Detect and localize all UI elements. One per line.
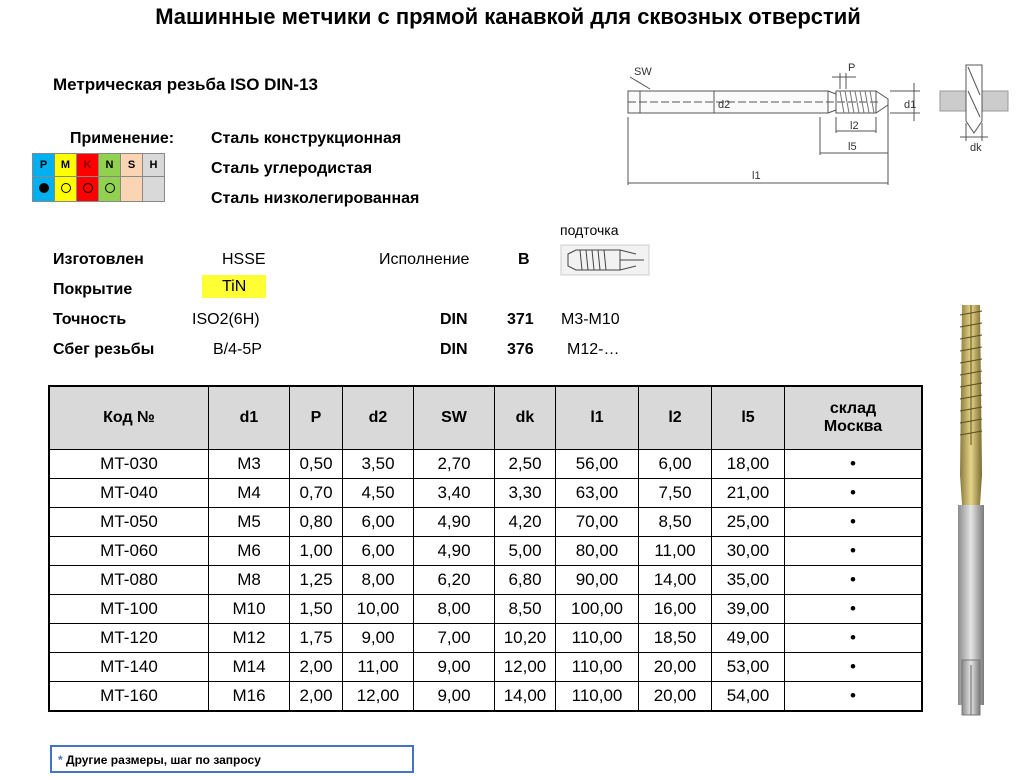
table-cell: 9,00	[414, 682, 495, 712]
table-cell: 110,00	[556, 624, 639, 653]
table-row	[49, 508, 922, 537]
header-l5: l5	[712, 386, 785, 450]
header-p: P	[290, 386, 343, 450]
table-cell: 11,00	[343, 653, 414, 682]
footnote-text: Другие размеры, шаг по запросу	[66, 753, 261, 767]
table-cell: MT-040	[49, 479, 209, 508]
table-row	[49, 450, 922, 479]
open-circle-icon	[61, 183, 71, 193]
table-cell: 3,50	[343, 450, 414, 479]
table-cell: 54,00	[712, 682, 785, 712]
table-cell: 53,00	[712, 653, 785, 682]
table-cell: 8,00	[343, 566, 414, 595]
table-cell: 6,00	[639, 450, 712, 479]
table-cell: 56,00	[556, 450, 639, 479]
coating-label: Покрытие	[53, 281, 133, 298]
material-group-s: S	[121, 154, 143, 177]
material-group-mark	[121, 177, 143, 202]
thread-standard: Метрическая резьба ISO DIN-13	[53, 75, 318, 94]
drawing-label-l1: l1	[752, 170, 761, 182]
table-cell: 2,70	[414, 450, 495, 479]
table-cell: 49,00	[712, 624, 785, 653]
table-cell: 4,90	[414, 537, 495, 566]
table-cell: MT-160	[49, 682, 209, 712]
table-cell: •	[785, 508, 923, 537]
table-cell: 80,00	[556, 537, 639, 566]
din1-label: DIN	[440, 311, 468, 328]
table-cell: 6,20	[414, 566, 495, 595]
material-group-table	[32, 153, 165, 202]
header-d2: d2	[343, 386, 414, 450]
tap-size-table	[48, 385, 923, 712]
table-cell: 12,00	[343, 682, 414, 712]
table-cell: 20,00	[639, 682, 712, 712]
filled-circle-icon	[39, 183, 49, 193]
table-row	[49, 653, 922, 682]
table-row	[49, 537, 922, 566]
table-cell: •	[785, 595, 923, 624]
table-cell: 18,00	[712, 450, 785, 479]
footnote-star: *	[58, 753, 63, 767]
table-cell: 3,30	[495, 479, 556, 508]
table-cell: 8,50	[495, 595, 556, 624]
header-l2: l2	[639, 386, 712, 450]
table-cell: 35,00	[712, 566, 785, 595]
table-cell: 10,20	[495, 624, 556, 653]
table-cell: 20,00	[639, 653, 712, 682]
table-cell: 8,00	[414, 595, 495, 624]
table-cell: 110,00	[556, 653, 639, 682]
drawing-label-d1: d1	[904, 99, 917, 111]
application-label: Применение:	[70, 130, 175, 147]
table-cell: 2,00	[290, 653, 343, 682]
table-cell: •	[785, 653, 923, 682]
header-l1: l1	[556, 386, 639, 450]
header-stock-line2: Москва	[823, 418, 883, 435]
drawing-label-l5: l5	[848, 141, 857, 153]
material-group-mark	[55, 177, 77, 202]
drawing-label-l2: l2	[850, 120, 859, 132]
made-label: Изготовлен	[53, 251, 144, 268]
table-cell: 3,40	[414, 479, 495, 508]
table-cell: M5	[209, 508, 290, 537]
table-cell: 4,90	[414, 508, 495, 537]
table-cell: 25,00	[712, 508, 785, 537]
drawing-label-d2: d2	[718, 99, 731, 111]
header-d1: d1	[209, 386, 290, 450]
table-cell: •	[785, 450, 923, 479]
table-cell: M12	[209, 624, 290, 653]
material-group-k: K	[77, 154, 99, 177]
material-group-mark	[77, 177, 99, 202]
table-cell: 6,00	[343, 537, 414, 566]
din1-range: M3-M10	[561, 311, 620, 328]
table-cell: MT-050	[49, 508, 209, 537]
table-cell: 110,00	[556, 682, 639, 712]
header-dk: dk	[495, 386, 556, 450]
table-cell: 1,75	[290, 624, 343, 653]
page-title: Машинные метчики с прямой канавкой для сквозных отверстий	[155, 4, 861, 29]
din2-range: M12-…	[567, 341, 620, 358]
runout-value: B/4-5P	[213, 341, 262, 358]
table-row	[49, 479, 922, 508]
table-cell: 1,50	[290, 595, 343, 624]
table-row	[49, 566, 922, 595]
coating-value: TiN	[202, 275, 266, 298]
table-cell: 11,00	[639, 537, 712, 566]
table-cell: MT-080	[49, 566, 209, 595]
material-group-mark	[33, 177, 55, 202]
table-cell: M6	[209, 537, 290, 566]
table-cell: 7,50	[639, 479, 712, 508]
header-code: Код №	[49, 386, 209, 450]
table-cell: MT-100	[49, 595, 209, 624]
runout-label: Сбег резьбы	[53, 341, 155, 358]
table-cell: 9,00	[414, 653, 495, 682]
table-cell: 4,20	[495, 508, 556, 537]
table-cell: 1,25	[290, 566, 343, 595]
table-cell: •	[785, 682, 923, 712]
table-cell: 10,00	[343, 595, 414, 624]
table-cell: M16	[209, 682, 290, 712]
table-cell: M3	[209, 450, 290, 479]
table-cell: 12,00	[495, 653, 556, 682]
table-cell: 18,50	[639, 624, 712, 653]
drawing-label-sw: SW	[634, 66, 652, 78]
table-cell: •	[785, 624, 923, 653]
accuracy-label: Точность	[53, 311, 127, 328]
table-cell: 21,00	[712, 479, 785, 508]
din2-label: DIN	[440, 341, 468, 358]
material-3: Сталь низколегированная	[211, 190, 420, 207]
material-group-m: M	[55, 154, 77, 177]
accuracy-value: ISO2(6H)	[192, 311, 260, 328]
din2-number: 376	[507, 341, 534, 358]
table-cell: 7,00	[414, 624, 495, 653]
table-row	[49, 682, 922, 712]
open-circle-icon	[83, 183, 93, 193]
material-group-n: N	[99, 154, 121, 177]
table-cell: 90,00	[556, 566, 639, 595]
table-cell: 2,50	[495, 450, 556, 479]
table-cell: 6,00	[343, 508, 414, 537]
table-cell: 0,50	[290, 450, 343, 479]
table-cell: MT-030	[49, 450, 209, 479]
table-cell: 4,50	[343, 479, 414, 508]
din1-number: 371	[507, 311, 534, 328]
drawing-label-p: P	[848, 62, 856, 74]
execution-label: Исполнение	[379, 251, 470, 268]
drawing-label-dk: dk	[970, 142, 982, 154]
table-cell: 5,00	[495, 537, 556, 566]
material-group-mark	[143, 177, 165, 202]
table-cell: M10	[209, 595, 290, 624]
table-cell: M14	[209, 653, 290, 682]
material-group-p: P	[33, 154, 55, 177]
table-cell: 1,00	[290, 537, 343, 566]
table-cell: 39,00	[712, 595, 785, 624]
table-cell: 14,00	[639, 566, 712, 595]
table-cell: •	[785, 479, 923, 508]
table-row	[49, 624, 922, 653]
table-cell: 70,00	[556, 508, 639, 537]
open-circle-icon	[105, 183, 115, 193]
table-cell: •	[785, 566, 923, 595]
material-group-h: H	[143, 154, 165, 177]
header-stock-line1: склад	[829, 400, 877, 417]
table-row	[49, 595, 922, 624]
table-cell: 30,00	[712, 537, 785, 566]
table-cell: 0,70	[290, 479, 343, 508]
table-cell: 16,00	[639, 595, 712, 624]
table-cell: 0,80	[290, 508, 343, 537]
table-cell: 14,00	[495, 682, 556, 712]
table-cell: MT-060	[49, 537, 209, 566]
table-cell: 8,50	[639, 508, 712, 537]
chamfer-form-icon	[560, 244, 650, 276]
tap-dimension-drawing	[610, 55, 1010, 195]
table-cell: MT-120	[49, 624, 209, 653]
table-cell: 6,80	[495, 566, 556, 595]
tap-photo	[940, 305, 1000, 725]
table-cell: M4	[209, 479, 290, 508]
header-stock	[785, 386, 923, 450]
footnote-box	[50, 745, 414, 773]
made-value: HSSE	[222, 251, 266, 268]
table-cell: 63,00	[556, 479, 639, 508]
table-cell: 2,00	[290, 682, 343, 712]
table-cell: •	[785, 537, 923, 566]
table-cell: MT-140	[49, 653, 209, 682]
material-2: Сталь углеродистая	[211, 160, 373, 177]
execution-value: B	[518, 251, 530, 268]
table-cell: M8	[209, 566, 290, 595]
material-1: Сталь конструкционная	[211, 130, 402, 147]
table-cell: 100,00	[556, 595, 639, 624]
podtochka-label: подточка	[560, 222, 619, 238]
header-sw: SW	[414, 386, 495, 450]
material-group-mark	[99, 177, 121, 202]
table-cell: 9,00	[343, 624, 414, 653]
